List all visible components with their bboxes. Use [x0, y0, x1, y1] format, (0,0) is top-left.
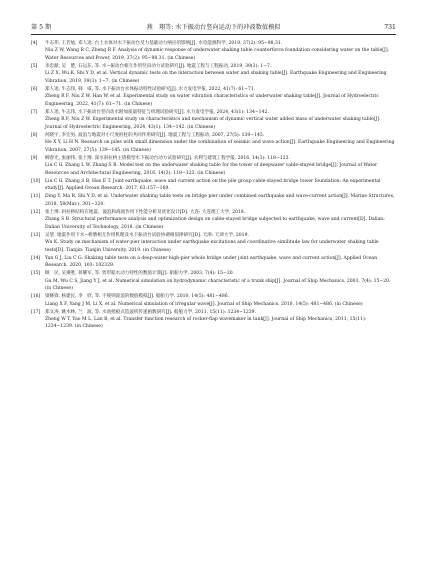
running-title: 燕 翔等: 水下振动台竖向运动下的冲波数值模拟 — [146, 24, 281, 31]
reference-translation: Li Z X, Wu K, Shi Y D, et al. Vertical dynamic tests on the interaction between water and shaking table[J]. Earthquake Engineering and Engineering Vibration, 2019, 39(3): 1−7. (in Chinese) — [45, 71, 387, 84]
reference-text: 吴堃. 地震作用下水−桥墩相互作用机理及水下振动台试验协调相似律研究[D]. 天津: 天津大学, 2019. — [45, 232, 249, 238]
reference-translation: Wu K. Study on mechanism of water-pier interaction under earthquake excitations and coordinative similitude law for underwater shaking table tests[D]. Tianjin: Tianjin University, 2019. (in Chinese) — [45, 240, 379, 253]
reference-translation: Zheng R F, Niu Z W, Han W, et al. Experimental study on water vibration characteristics of underwater shaking table[J]. Journal of Hydroelectric Engineering, 2022, 41(7): 61−71. (in Chinese) — [45, 94, 379, 107]
reference-item — [31, 293, 396, 308]
reference-text: 牛志伟, 王若灿, 邓人逵. 台上水体对水下振动台反力基础动力响应的影响[J]. 水电能源科学, 2019, 37(2): 95−98,31. — [45, 41, 283, 46]
page-header — [31, 22, 396, 34]
reference-item — [31, 209, 396, 231]
reference-translation: Zheng W T, Yao M L, Lan B, et al. Transfer function research of rocker-flap wavemaker in tank[J]. Journal of Ship Mechanics, 2011, 15(11): 1234−1239. (in Chinese) — [45, 317, 367, 330]
reference-text: 梁修锋, 杨建民, 李 欣, 等. 不规则波浪的数值模拟[J]. 船舶力学, 2010, 14(5): 481−486. — [45, 294, 230, 300]
reference-number: [4] — [31, 41, 38, 46]
reference-translation: Zheng R F, Niu Z W. Experimental study on characteristics and mechanism of dynamic vertical water added mass of underwater shaking table[J]. Journal of Hydroelectric Engineering, 2024, 43(1): 134−142. (in Chinese) — [45, 117, 381, 130]
reference-text: 张士博. 斜拉桥结构在地震、波浪和海流作用下性能分析及优化设计[D]. 大连: 大连理工大学, 2018. — [45, 209, 246, 215]
reference-item — [31, 193, 396, 208]
reference-item — [31, 63, 396, 85]
reference-item — [31, 109, 396, 131]
reference-text: 郑人逵, 牛志伟, 韩 威, 等. 水下振动台水体振动特性试验研究[J]. 水力发电学报, 2022, 41(7): 61−71. — [45, 86, 256, 92]
reference-item — [31, 86, 396, 108]
reference-text: Liu C G, Zhang S B, Hao E T. Joint earthquake, wave and current action on the pile group cable-stayed bridge tower foundation: An experimental study[J]. Applied Ocean Research, 2017, 63:157−169. — [45, 178, 381, 192]
reference-translation: He X Y, Li H N. Research on piles with small dimension under the combination of seismic and wave action[J]. Earthquake Engineering and Engineering Vibration, 2007, 27(5): 139−145. (in Chinese) — [45, 140, 395, 153]
reference-item — [31, 132, 396, 154]
reference-item — [31, 155, 396, 177]
reference-text: 柳春光, 张丽伟, 张士博. 深水斜拉桥主塔模型水下振动台动力试验研究[J]. 水利与建筑工程学报, 2016, 14(3): 118−123. — [45, 155, 290, 161]
reference-item — [31, 40, 396, 62]
reference-number: [8] — [31, 132, 38, 138]
reference-text: 李忠献, 吴 楚, 石运东, 等. 水−振动台相互作用竖向动力试验研究[J]. 地震工程与工程振动, 2019, 39(3): 1−7. — [45, 63, 272, 69]
reference-number: [12] — [31, 209, 41, 215]
reference-number: [13] — [31, 232, 41, 238]
header-rule — [31, 34, 396, 35]
reference-number: [15] — [31, 271, 41, 277]
reference-number: [9] — [31, 155, 38, 161]
reference-item — [31, 309, 396, 331]
reference-number: [16] — [31, 294, 41, 300]
reference-number: [5] — [31, 63, 38, 69]
reference-number: [10] — [31, 178, 41, 184]
reference-translation: Liu C G, Zhang L W, Zhang S B. Model test on the underwater shaking table for the tower of deepwater cable-stayed bridge[J]. Journal of Water Resources and Architectural Engineering, 2016, 14(3): 118−123. (in Chinese) — [45, 163, 378, 176]
reference-translation: Liang X F, Yang J M, Li X, et al. Numerical simulation of irregular wave[J]. Journal of Ship Mechanics, 2010, 14(5): 481−486. (in Chinese) — [45, 301, 363, 307]
page-number: 731 — [384, 24, 396, 31]
reference-translation: Gu M, Wu C S, Jiang Y J, et al. Numerical simulation on hydrodynamic characteristic of a trunk ship[J]. Journal of Ship Mechanics, 2003, 7(4): 15−20. (in Chinese) — [45, 278, 391, 292]
reference-text: Yan G J, Liu C G. Shaking table tests on a deep-water high-pier whole bridge under joint earthquake, wave and current action[J]. Applied Ocean Research, 2020, 103: 102329. — [45, 255, 378, 269]
reference-text: 郑人逵, 牛志伟. 水下振动台竖向动水附加质量特征与机理试验研究[J]. 水力发电学报, 2024, 43(1): 134−142. — [45, 109, 269, 115]
reference-number: [7] — [31, 109, 38, 115]
reference-number: [14] — [31, 255, 41, 261]
reference-item — [31, 255, 396, 270]
reference-number: [11] — [31, 194, 41, 200]
reference-item — [31, 270, 396, 292]
reference-translation: Zhang S B. Structural performance analysis and optimization design on cable-stayed bridge subjected to earthquake, wave and current[D]. Dalian: Dalian University of Technology, 2018. (in Chinese) — [45, 217, 385, 230]
reference-text: 何晓宇, 李宏男. 波浪与地震对小尺度桩柱的共同作用研究[J]. 地震工程与工程振动, 2007, 27(5): 139−145. — [45, 132, 265, 138]
reference-number: [17] — [31, 309, 41, 315]
reference-text: 郑文涛, 姚木林, 兰 波, 等. 水池摇板式造波机传递函数研究[J]. 船舶力学, 2011, 15(11): 1234−1239. — [45, 309, 256, 315]
reference-text: 顾 民, 吴乘胜, 蒋耀军, 等. 剪形船水动力特性的数值计算[J]. 船舶力学, 2003, 7(4): 15−20. — [45, 271, 235, 277]
reference-text: Ding Y, Ma R, Shi Y D, et al. Underwater shaking table tests on bridge pier under combined earthquake and wave-current action[J]. Marine Structures, 2018, 58(Mar.): 301−320. — [45, 194, 395, 207]
reference-list — [31, 40, 396, 331]
reference-item — [31, 232, 396, 254]
reference-item — [31, 178, 396, 193]
reference-number: [6] — [31, 86, 38, 92]
issue-number: 第 5 期 — [31, 24, 52, 31]
reference-translation: Niu Z W, Wang R C, Zheng R F. Analysis of dynamic response of underwater shaking table counterforce foundation considering water on the table[J]. Water Resources and Power, 2019, 37(2): 95−98,31. (in Chinese) — [45, 48, 390, 61]
